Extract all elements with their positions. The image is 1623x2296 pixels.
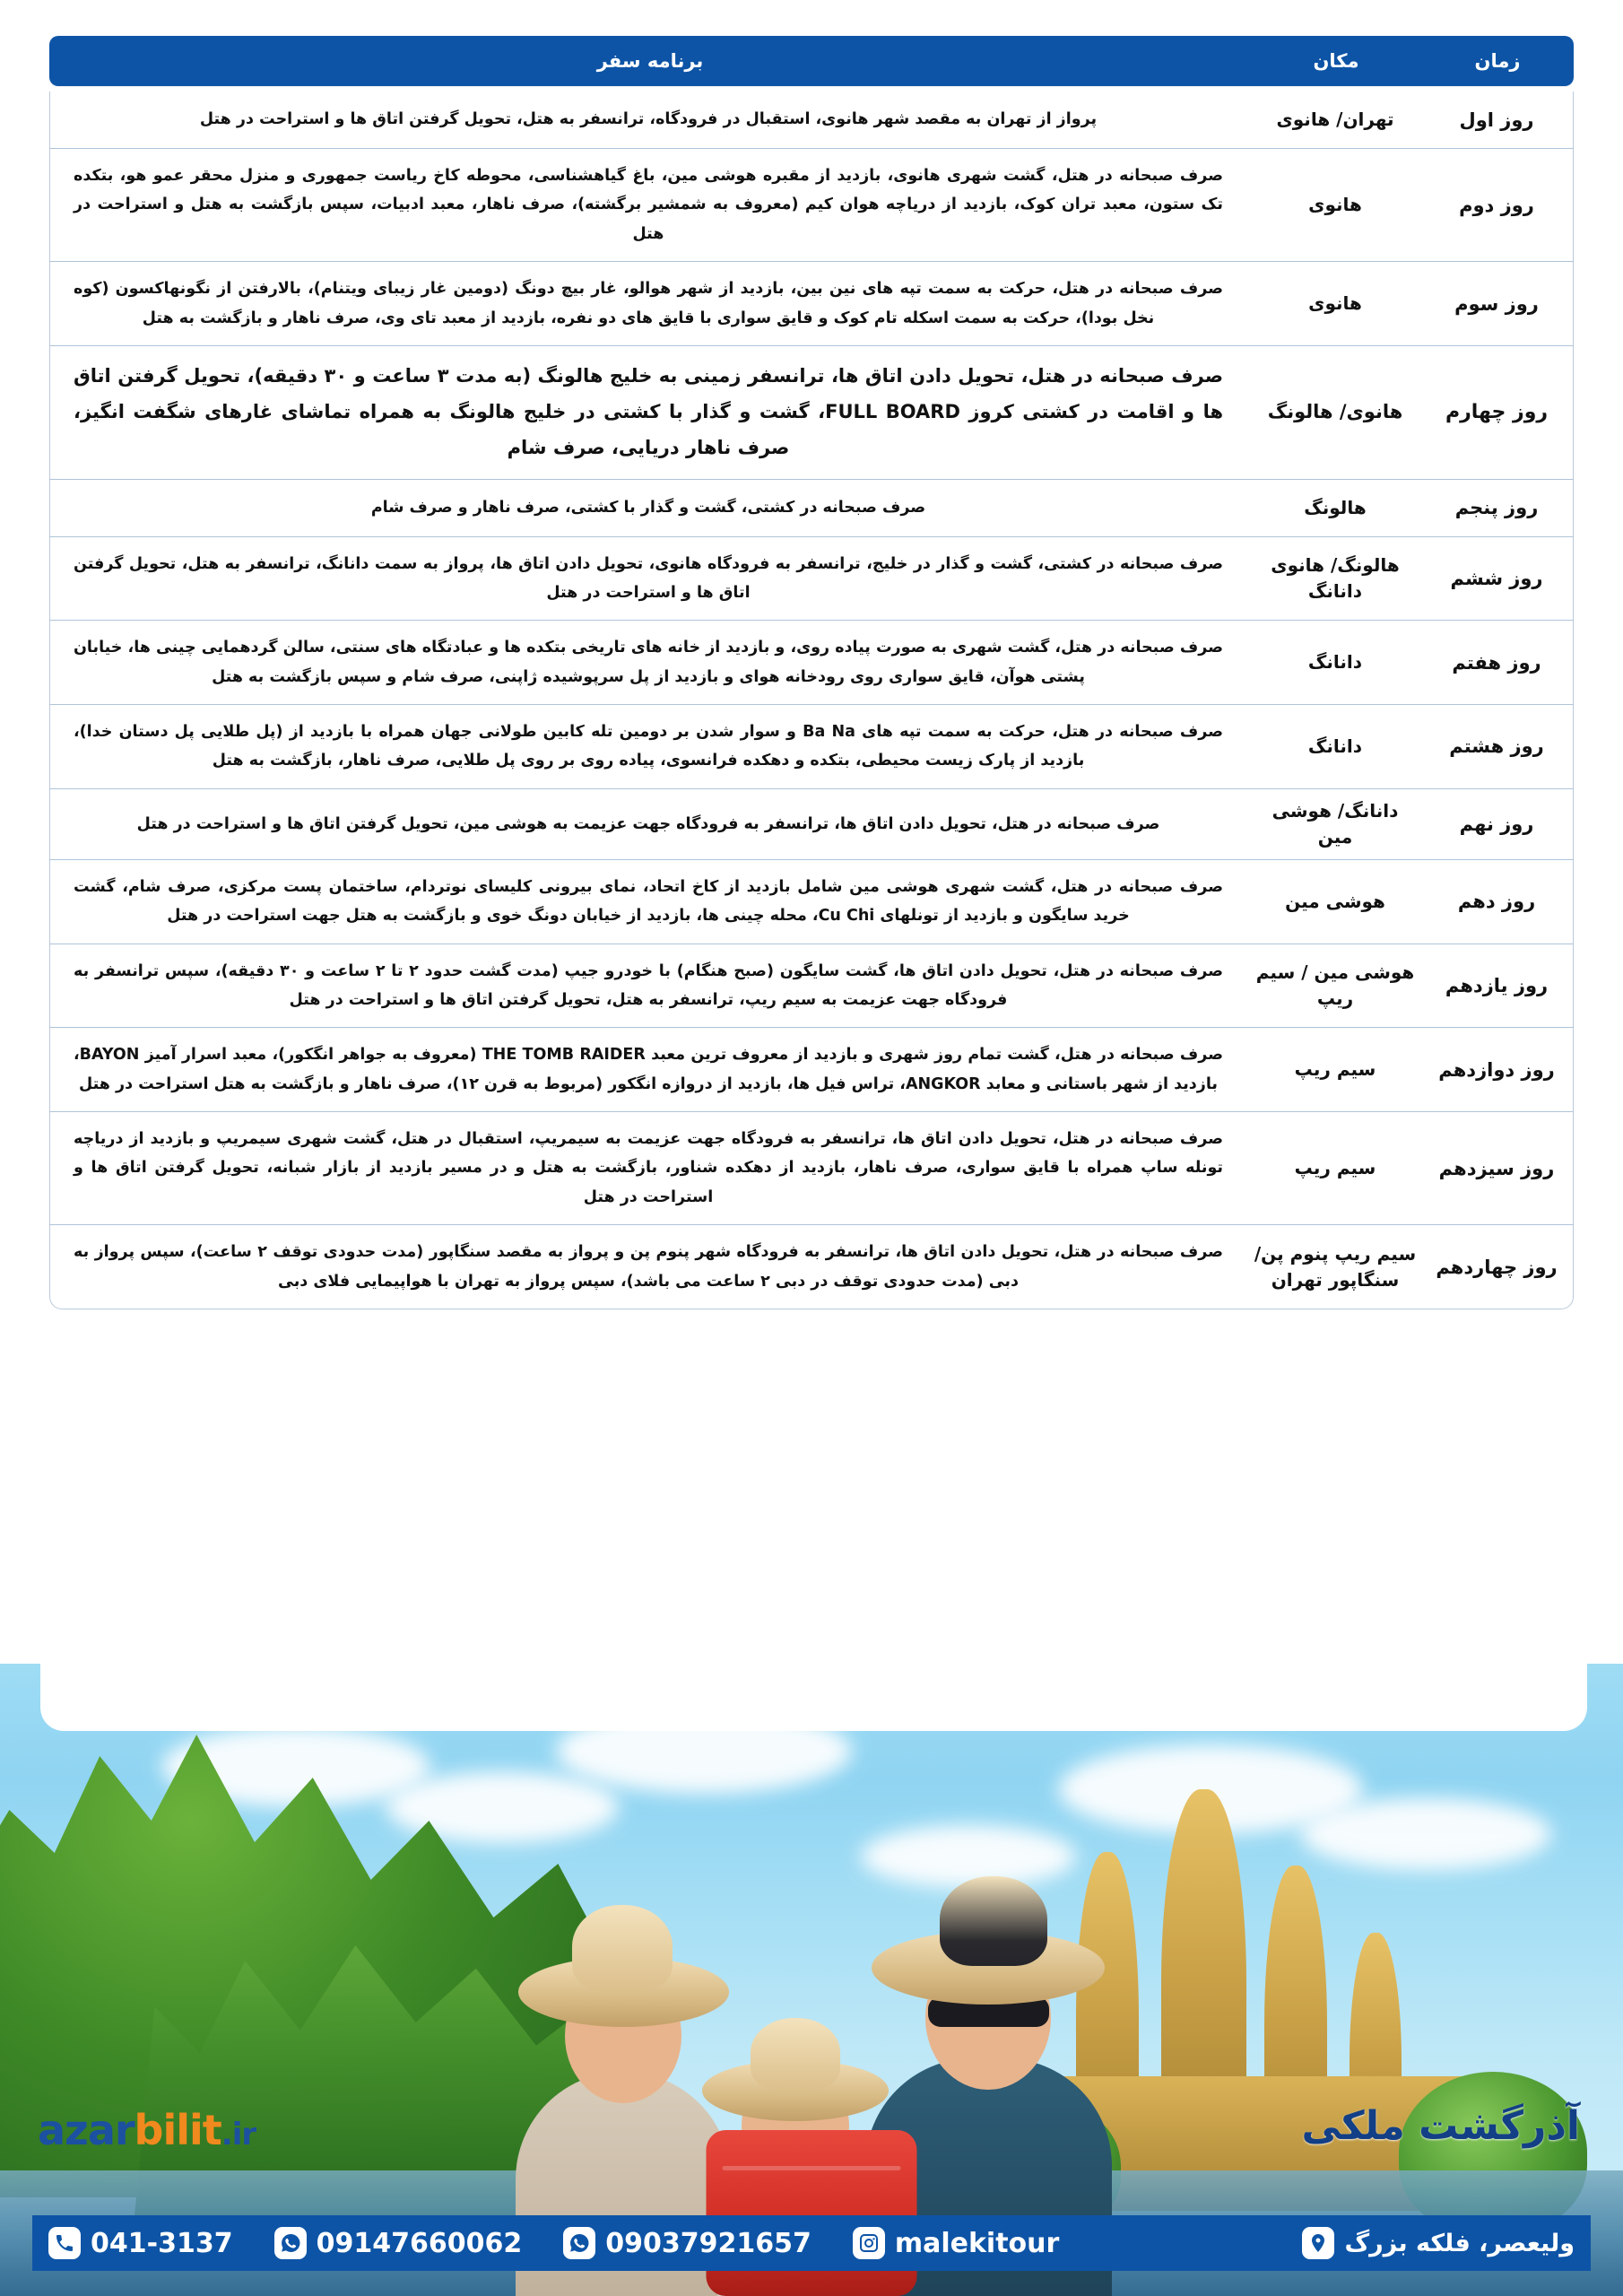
logo-text-part2: bilit — [134, 2106, 221, 2154]
table-row — [50, 346, 1573, 480]
cell-program-description: صرف صبحانه در هتل، تحویل دادن اتاق ها، ترانسفر به فرودگاه شهر پنوم پن و پرواز به مقصد سنگاپور (مدت حدودی توقف ۲ ساعت)، سپس پرواز به دبی (مدت حدودی توقف در دبی ۲ ساعت می باشد)، سپس پرواز به تهران با هواپیمایی فلای دبی — [74, 1243, 1223, 1291]
table-body — [49, 91, 1574, 1309]
cell-program-description: صرف صبحانه در هتل، گشت شهری به صورت پیاده روی، و بازدید از خانه های تاریخی بتکده ها و عبادتگاه های سنتی، سالن گردهمایی چینی ها، خیابان پشتی هوآن، قایق سواری روی رودخانه هوای و بازدید از پل سرپوشیده ژاپنی، صرف شام و سپس بازگشت به هتل — [74, 639, 1223, 686]
azarbilit-logo[interactable] — [38, 2106, 256, 2154]
cell-program-description: پرواز از تهران به مقصد شهر هانوی، استقبال در فرودگاه، ترانسفر به هتل، تحویل گرفتن اتاق ها و استراحت در هتل — [199, 110, 1098, 129]
cell-location: سیم ریپ پنوم پن/سنگاپور تهران — [1254, 1242, 1417, 1291]
cell-location: دانانگ — [1307, 735, 1363, 757]
cell-location: سیم ریپ — [1294, 1058, 1376, 1081]
cell-day-label: روز ششم — [1450, 567, 1543, 589]
instagram-icon — [853, 2227, 885, 2259]
cell-day-label: روز چهارم — [1445, 401, 1549, 424]
suitcase-stripe — [723, 2166, 901, 2170]
cell-program-description: صرف صبحانه در هتل، گشت شهری هوشی مین شامل بازدید از کاخ اتحاد، نمای بیرونی کلیسای نوتردام، ساختمان پست مرکزی، صرف شام، گشت خرید سایگون و بازدید از تونلهای Cu Chi، محله چینی ها، بازدید از خیابان دونگ خوی و بازگشت به هتل جهت استراحت در هتل — [74, 877, 1223, 926]
sun-hat-crown — [940, 1876, 1047, 1966]
table-row — [50, 621, 1573, 705]
sun-hat-crown — [751, 2018, 840, 2090]
cell-program-description: صرف صبحانه در هتل، تحویل دادن اتاق ها، گشت سایگون (صبح هنگام) با خودرو جیپ (مدت گشت حدود ۲ تا ۲ ساعت و ۳۰ دقیقه)، سپس ترانسفر به فرودگاه جهت عزیمت به سیم ریپ، ترانسفر به هتل، تحویل گرفتن اتاق ها و استراحت در هتل — [74, 961, 1223, 1009]
cell-program-description: صرف صبحانه در هتل، گشت شهری هانوی، بازدید از مقبره هوشی مین، باغ گیاهشناسی، محوطه کاخ ریاست جمهوری و منزل محقر عمو هو، بتکده تک ستون، معبد تران کوک، بازدید از دریاچه هوان کیم (معروف به شمشیر برگشته)، صرف ناهار، معبد ادبیات، سپس بازگشت به هتل و استراحت در هتل — [74, 167, 1223, 243]
contact-instagram[interactable] — [853, 2227, 1059, 2259]
hero-photo-band — [0, 1664, 1623, 2296]
column-header-program: برنامه سفر — [596, 50, 704, 72]
cell-location: تهران/ هانوی — [1276, 109, 1394, 130]
table-row — [50, 91, 1573, 149]
cell-program-description: صرف صبحانه در هتل، تحویل دادن اتاق ها، ترانسفر زمینی به خلیج هالونگ (به مدت ۳ ساعت و ۳۰ دقیقه)، تحویل گرفتن اتاق ها و اقامت در کشتی کروز FULL BOARD، گشت و گذار با کشتی در خلیج هالونگ به همراه تماشای غارهای شگفت انگیز، صرف ناهار دریایی، صرف شام — [74, 364, 1224, 458]
cell-location: دانانگ — [1307, 651, 1363, 674]
table-row — [50, 705, 1573, 789]
contact-whatsapp-2[interactable] — [563, 2227, 812, 2259]
table-row — [50, 860, 1573, 944]
cell-program-description: صرف صبحانه در هتل، تحویل دادن اتاق ها، ترانسفر به فرودگاه جهت عزیمت به هوشی مین، تحویل گرفتن اتاق ها و استراحت در هتل — [136, 814, 1160, 833]
cell-day-label: روز دوازدهم — [1438, 1058, 1555, 1081]
phone-number: 041-3137 — [91, 2227, 233, 2259]
cell-program-description: صرف صبحانه در هتل، تحویل دادن اتاق ها، ترانسفر به فرودگاه جهت عزیمت به سیمریپ، استقبال در هتل، گشت شهری سیمریپ و بازدید از دریاچه تونله ساپ همراه با قایق سواری، صرف ناهار، بازدید از دهکده شناور، بازگشت به هتل و در مسیر بازدید از بازار شبانه، تحویل گرفتن اتاق ها و استراحت در هتل — [74, 1130, 1223, 1206]
cell-location: هانوی — [1308, 194, 1362, 216]
location-pin-icon — [1302, 2227, 1334, 2259]
cell-location: هالونگ/ هانوی دانانگ — [1271, 553, 1400, 602]
cell-location: هانوی/ هالونگ — [1267, 401, 1403, 423]
table-header-row — [49, 36, 1574, 86]
phone-icon — [48, 2227, 81, 2259]
cell-location: هوشی مین / سیم ریپ — [1255, 961, 1415, 1009]
contact-bar — [32, 2215, 1591, 2271]
cell-program-description: صرف صبحانه در هتل، حرکت به سمت تپه های Ba Na و سوار شدن بر دومین تله کابین طولانی جهان همراه با بازدید از (پل طلایی پل دستان خدا)، بازدید از پارک زیست محیطی، بتکده و دهکده فرانسوی، پیاده روی بر روی پل طلایی، صرف ناهار، بازگشت به هتل — [74, 723, 1224, 770]
cell-day-label: روز نهم — [1459, 813, 1534, 835]
cell-location: هانوی — [1308, 292, 1362, 314]
cell-day-label: روز هفتم — [1452, 651, 1541, 674]
sun-hat-crown — [572, 1905, 673, 1991]
contact-whatsapp-1[interactable] — [274, 2227, 523, 2259]
logo-text-part1: azar — [38, 2106, 135, 2154]
table-row — [50, 1225, 1573, 1309]
table-row — [50, 480, 1573, 537]
table-row — [50, 1112, 1573, 1225]
whatsapp-number-2: 09037921657 — [605, 2227, 812, 2259]
whatsapp-number-1: 09147660062 — [316, 2227, 523, 2259]
column-header-place: مکان — [1313, 50, 1359, 72]
logo-text-part3: .ir — [221, 2117, 256, 2152]
cell-day-label: روز سیزدهم — [1438, 1157, 1555, 1179]
cell-location: دانانگ/ هوشی مین — [1271, 799, 1399, 848]
address-text: ولیعصر، فلکه بزرگ — [1344, 2229, 1575, 2257]
table-row — [50, 262, 1573, 346]
table-row — [50, 1028, 1573, 1112]
table-row — [50, 149, 1573, 262]
cell-day-label: روز دوم — [1459, 194, 1534, 216]
cell-day-label: روز اول — [1459, 109, 1534, 131]
cell-day-label: روز سوم — [1454, 292, 1539, 315]
contact-address[interactable] — [1302, 2227, 1575, 2259]
cell-day-label: روز یازدهم — [1445, 974, 1549, 996]
cell-day-label: روز پنجم — [1454, 497, 1539, 519]
cell-program-description: صرف صبحانه در کشتی، گشت و گذار با کشتی، صرف ناهار و صرف شام — [370, 498, 926, 517]
table-row — [50, 537, 1573, 622]
cell-location: سیم ریپ — [1294, 1157, 1376, 1179]
cell-program-description: صرف صبحانه در هتل، گشت تمام روز شهری و بازدید از معروف ترین معبد THE TOMB RAIDER (معروف به جواهر انگکور)، معبد اسرار آمیز BAYON، بازدید از شهر باستانی و معابد ANGKOR، تراس فیل ها، بازدید از دروازه انگکور (مربوط به قرن ۱۲)، صرف ناهار و بازگشت به هتل استراحت در هتل — [74, 1046, 1223, 1093]
column-header-time: زمان — [1474, 50, 1521, 72]
whatsapp-icon — [563, 2227, 595, 2259]
table-row — [50, 789, 1573, 860]
itinerary-table — [49, 36, 1574, 1309]
contact-phone[interactable] — [48, 2227, 233, 2259]
cell-location: هالونگ — [1304, 496, 1367, 518]
cell-day-label: روز هشتم — [1449, 735, 1544, 758]
cell-program-description: صرف صبحانه در هتل، حرکت به سمت تپه های نین بین، بازدید از شهر هوالو، غار بیچ دونگ (دومین غار زیبای ویتنام)، بالارفتن از نگونهاکسون (کوه نخل بودا)، حرکت به سمت اسکله تام کوک و قایق سواری با قایق های دو نفره، بازدید از معبد تای وی، صرف ناهار و بازگشت به هتل — [74, 280, 1223, 327]
red-suitcase — [707, 2130, 917, 2296]
cell-location: هوشی مین — [1285, 890, 1385, 912]
whatsapp-icon — [274, 2227, 307, 2259]
cell-day-label: روز چهاردهم — [1436, 1256, 1558, 1278]
agency-logo[interactable]: آذرگشت ملکی — [1301, 2103, 1580, 2149]
cell-day-label: روز دهم — [1457, 891, 1536, 913]
table-row — [50, 944, 1573, 1029]
cell-program-description: صرف صبحانه در کشتی، گشت و گذار در خلیج، ترانسفر به فرودگاه هانوی، تحویل دادن اتاق ها، پرواز به سمت دانانگ، ترانسفر به هتل، تحویل گرفتن اتاق ها و استراحت در هتل — [74, 554, 1223, 602]
instagram-handle: malekitour — [894, 2227, 1060, 2259]
